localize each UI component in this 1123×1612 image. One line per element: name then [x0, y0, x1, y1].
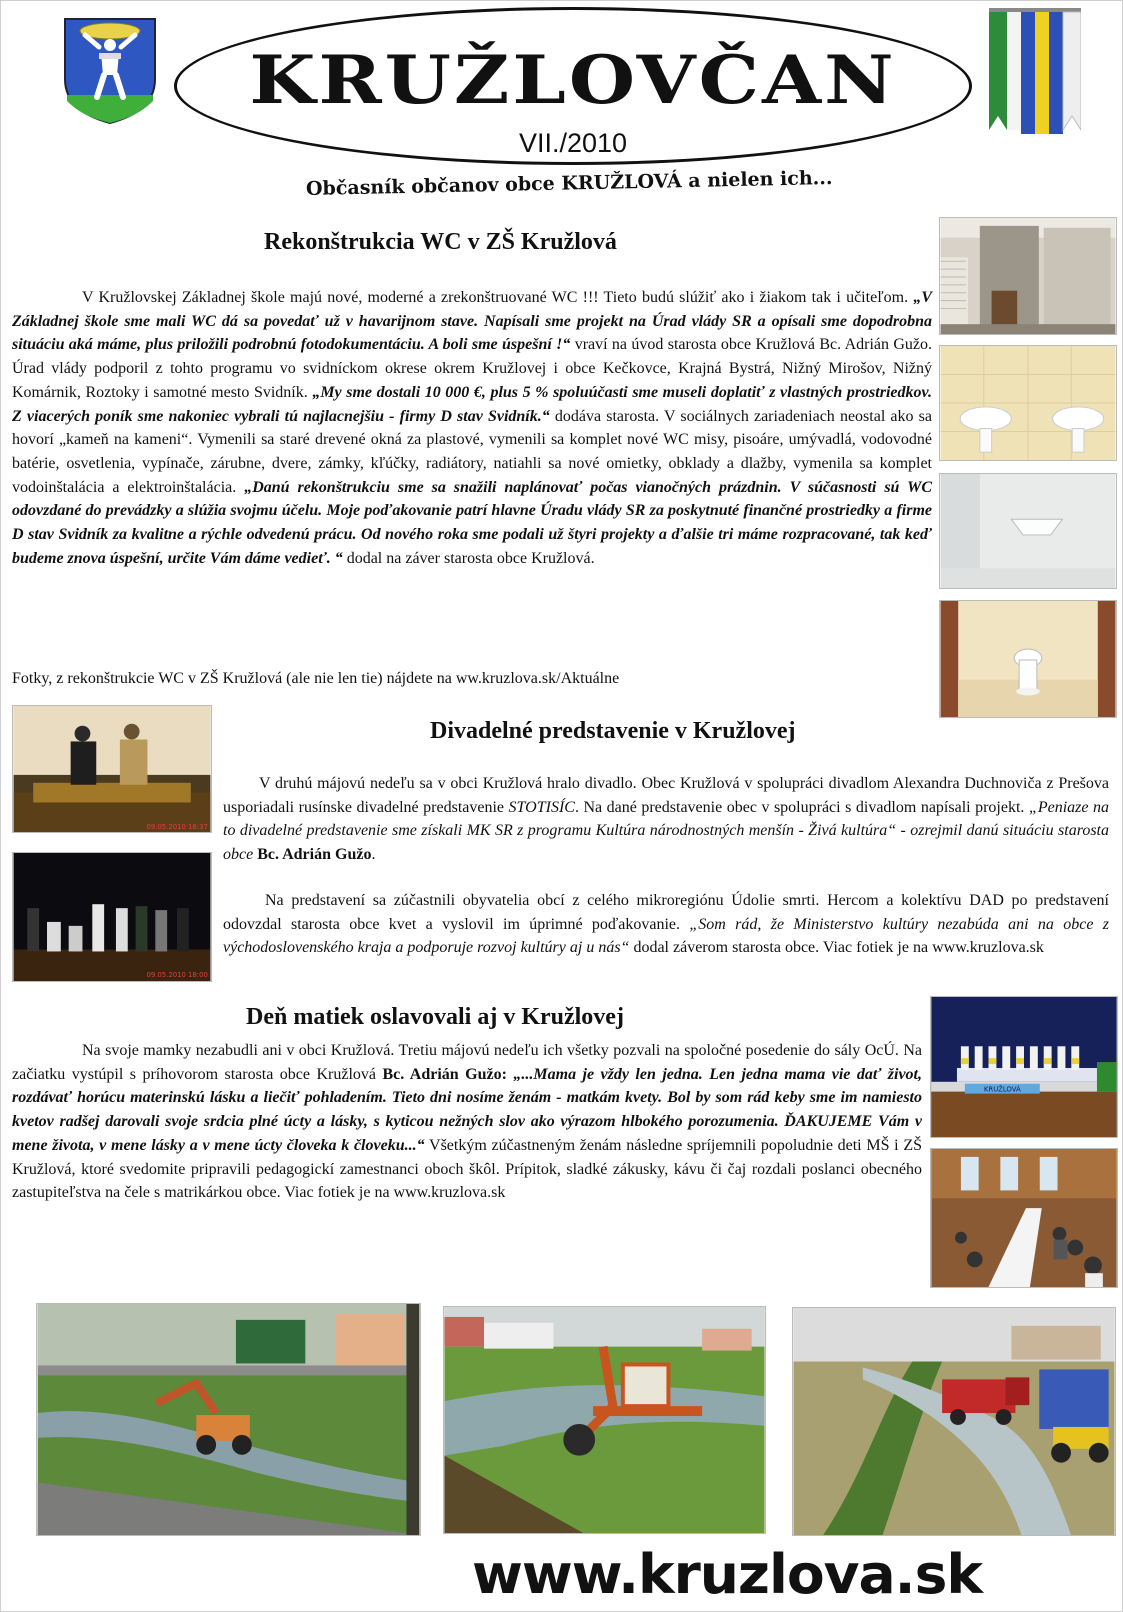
stage-sign: KRUŽLOVÁ [983, 1085, 1021, 1094]
article-heading-theater: Divadelné predstavenie v Kružlovej [430, 718, 796, 744]
text: . Na dané predstavenie obec v spolupráci s divadlom napísali projekt. [574, 798, 1029, 816]
text: Na svoje mamky nezabudli ani v obci Kružlová. Tretiu májovú nedeľu ich všetky pozvali na spoločné posedenie do sály OcÚ. Na začiatku vystúpil s príhovorom starosta obce Kružlová [12, 1042, 922, 1083]
text: dodal záverom starosta obce. Viac fotiek je na www.kruzlova.sk [629, 939, 1044, 957]
photo-link-note: Fotky, z rekonštrukcie WC v ZŠ Kružlová (ale nie len tie) nájdete na ww.kruzlova.sk/Aktuálne [12, 670, 620, 687]
article-body-theater-p1 [223, 772, 1109, 867]
masthead-subtitle: Občasník občanov obce KRUŽLOVÁ a nielen ich... [305, 166, 833, 200]
quote: „Peniaze na to divadelné predstavenie sme získali MK SR z programu Kultúra národnostných menšín - Živá kultúra“ - ozrejmil danú situáciu starosta obce [223, 798, 1110, 864]
article-body-theater-p2 [223, 889, 1109, 960]
village-flag-icon [989, 8, 1081, 134]
text: Na predstavení sa zúčastnili obyvatelia obcí z celého mikroregiónu Údolie smrti. Hercom a kolektívu DAD po predstavení odovzdal starosta obce kvet a vyslovil im úprimné poďakovanie. [223, 892, 1109, 933]
quote: „V Základnej škole sme mali WC dá sa povedať už v havarijnom stave. Napísali sme projekt na Úrad vlády SR a opísali sme dopodrobna situáciu aká máme, plus priložili podrobnú fotodokumentáciu. A boli sme úspešní !“ [12, 289, 932, 354]
quote: „Som rád, že Ministerstvo kultúry nezabúda ani na obce z východoslovenského kraja a podporuje rozvoj kultúry aj u nás“ [223, 915, 1109, 957]
issue-number: VII./2010 [518, 128, 628, 158]
article-heading-mothers-day: Deň matiek oslavovali aj v Kružlovej [246, 1004, 624, 1030]
masthead-title: KRUŽLOVČAN [249, 40, 897, 119]
text: dodal na záver starosta obce Kružlová. [342, 549, 595, 567]
text: dodáva starosta. V sociálnych zariadeniach neostal ako sa hovorí „kameň na kameni“. Vymenili sa staré drevené okná za plastové, vymenili sa komplet nové WC misy, pisoáre, umývadlá, vodovodné batérie, osvetlenia, vypínače, zárubne, dvere, zámky, kľúčky, radiátory, natiahli sa nové omietky, obklady a dlažby, vymenila sa komplet vodoinštalácia a elektroinštalácia. [12, 407, 932, 496]
footer-website-url: www.kruzlova.sk [472, 1543, 982, 1606]
play-title: STOTISÍC [508, 798, 575, 816]
photo-date-stamp: 09.05.2010 18:00 [146, 971, 208, 980]
quote: „...Mama je vždy len jedna. Len jedna mama vie dať život, rozdávať horúcu materinskú lásku a liečiť pohladením. Tieto dni nosíme ženám - matkám kvety. Bol by som rád keby sme im namiesto kvetov radšej darovali svoje srdcia plné úcty a lásky, s kyticou nežných slov ako výrazom hlbokého porozumenia. ĎAKUJEME Vám v mene života, v mene lásky a v mene úcty človeka k človeku...“ [12, 1065, 922, 1154]
text-intro: V Kružlovskej Základnej škole majú nové, moderné a zrekonštruované WC !!! Tieto budú slúžiť ako i žiakom tak i učiteľom. [82, 289, 914, 306]
photo-wc-toilet [939, 600, 1117, 718]
mayor-name: Bc. Adrián Gužo: [382, 1065, 507, 1083]
photo-wc-basin [939, 473, 1117, 589]
photo-mothers-day-gathering [930, 1148, 1118, 1288]
text: V druhú májovú nedeľu sa v obci Kružlová hralo divadlo. Obec Kružlová v spolupráci divadlom Alexandra Duchnoviča z Prešova usporiadali rusínske divadelné predstavenie [223, 775, 1109, 816]
photo-theater-scene-1 [12, 705, 212, 833]
coat-of-arms-icon [63, 17, 157, 125]
text: Všetkým zúčastneným ženám následne spríjemnili popoludnie deti MŠ i ZŠ Kružlová, ktoré svedomite pripravili pedagogickí zamestnanci oboch škôl. Prípitok, sladké zákusky, kávu či čaj rozdali poslanci obecného zastupiteľstva na čele s matrikárkou obce. Viac fotiek je na www.kruzlova.sk [12, 1136, 923, 1202]
photo-theater-scene-2 [12, 852, 212, 982]
photo-children-performance [930, 996, 1118, 1138]
mayor-name: Bc. Adrián Gužo [257, 846, 372, 864]
photo-wc-before [939, 217, 1117, 335]
photo-riverbed-trucks [792, 1307, 1116, 1536]
article-body-mothers-day [12, 1039, 922, 1205]
photo-riverbed-excavator-2 [443, 1306, 766, 1534]
text: . [371, 846, 376, 864]
article-heading-wc-renovation: Rekonštrukcia WC v ZŠ Kružlová [264, 229, 617, 255]
photo-riverbed-excavator-1 [36, 1303, 421, 1536]
quote: „My sme dostali 10 000 €, plus 5 % spoluúčasti sme museli doplatiť z vlastných prostriedkov. Z viacerých poník sme nakoniec vybrali tú najlacnejšiu - firmy D stav Svidník.“ [12, 383, 933, 425]
text: vraví na úvod starosta obce Kružlová Bc. Adrián Gužo. Úrad vlády podporil z tohto programu vo svidníckom okrese okrem Kružlovej i obce Kečkovce, Krajná Bystrá, Nižný Mirošov, Nižný Komárnik, Roztoky i samotné mesto Svidník. [12, 336, 933, 401]
quote: „Danú rekonštrukciu sme sa snažili naplánovať počas vianočných prázdnin. V súčasnosti sú WC odovzdané do prevádzky a slúžia svojmu účelu. Moje poďakovanie patrí hlavne Úradu vlády SR za poskytnuté finančné prostriedky a firme D stav Svidník za kvalitne a rýchle odvedenú prácu. Od nového roka sme podali už štyri projekty a ďalšie tri máme rozpracované, tak keď budeme znova úspešní, určite Vám dáme vedieť. “ [12, 478, 932, 567]
photo-date-stamp: 09.05.2010 16:37 [146, 823, 208, 832]
photo-wc-sinks [939, 345, 1117, 461]
article-body-wc-renovation [12, 286, 932, 570]
